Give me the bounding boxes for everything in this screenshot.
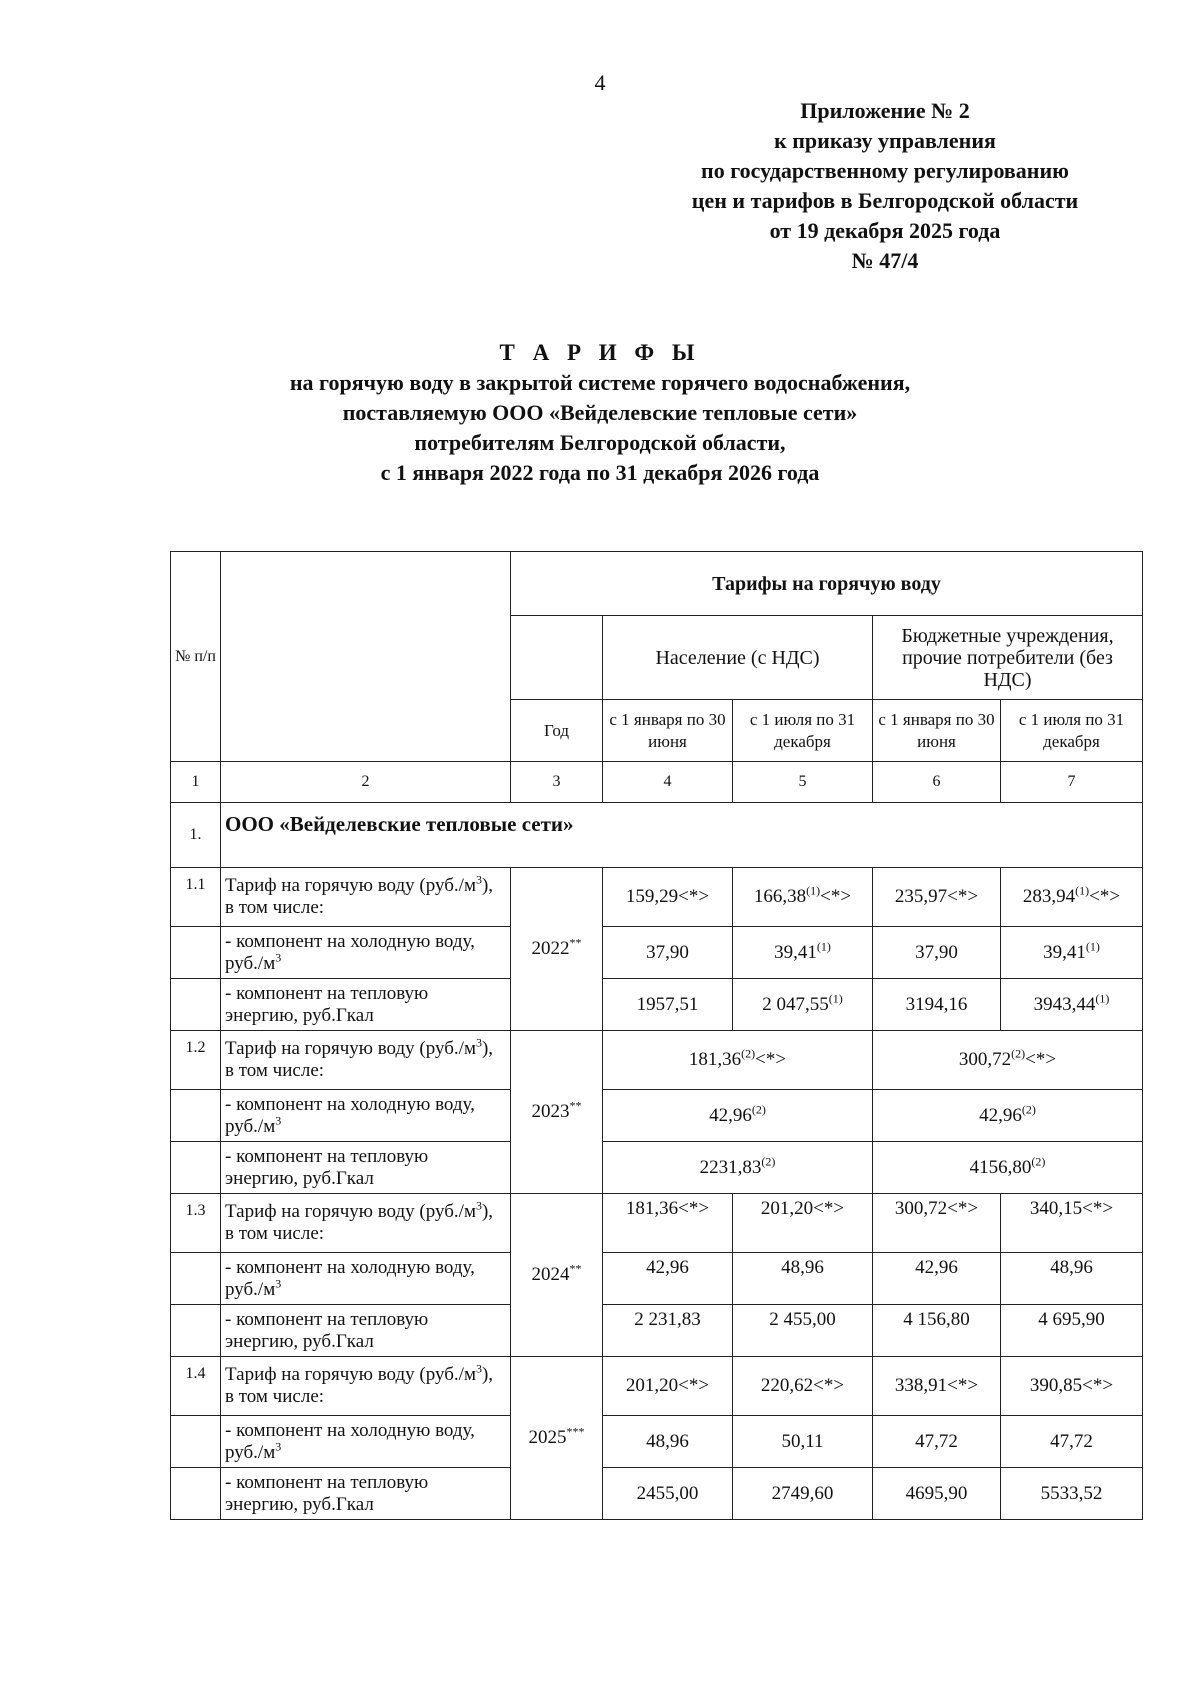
value-cell: 2749,60 bbox=[733, 1468, 873, 1520]
header-budget: Бюджетные учреждения, прочие потребители (без НДС) bbox=[873, 616, 1143, 700]
value-cell: $181,36^{(2)}<*>$ bbox=[603, 1031, 873, 1090]
title-main: Т А Р И Ф Ы bbox=[499, 340, 701, 365]
value-cell: 37,90 bbox=[873, 927, 1001, 979]
header-num: № п/п bbox=[171, 552, 221, 762]
title-line: потребителям Белгородской области, bbox=[414, 430, 786, 455]
header-population: Население (с НДС) bbox=[603, 616, 873, 700]
row-num bbox=[171, 927, 221, 979]
value-cell: 47,72 bbox=[1001, 1416, 1143, 1468]
appendix-line: Приложение № 2 bbox=[800, 98, 970, 123]
row-num bbox=[171, 1090, 221, 1142]
table-row bbox=[171, 1031, 1143, 1090]
table-row bbox=[171, 979, 1143, 1031]
value-cell: 39,41$^{(1)}$ bbox=[1001, 927, 1143, 979]
column-index: 3 bbox=[511, 762, 603, 803]
value-cell: 201,20<*> bbox=[603, 1357, 733, 1416]
table-row bbox=[171, 1357, 1143, 1416]
value-cell: 42,96$^{(2)}$ bbox=[873, 1090, 1143, 1142]
value-cell: 2455,00 bbox=[603, 1468, 733, 1520]
column-index: 4 bbox=[603, 762, 733, 803]
document-title bbox=[200, 338, 1000, 488]
row-label: - компонент на тепловую энергию, руб.Гкал bbox=[221, 979, 511, 1031]
value-cell: 48,96 bbox=[603, 1416, 733, 1468]
value-cell: 39,41$^{(1)}$ bbox=[733, 927, 873, 979]
header-period: с 1 января по 30 июня bbox=[603, 700, 733, 762]
header-period: с 1 июля по 31 декабря bbox=[733, 700, 873, 762]
appendix-line: по государственному регулированию bbox=[701, 158, 1069, 183]
year-cell: 2024** bbox=[511, 1194, 603, 1357]
row-label: - компонент на холодную воду, $руб./м^3$ bbox=[221, 1416, 511, 1468]
table-row bbox=[171, 927, 1143, 979]
appendix-header bbox=[640, 96, 1130, 276]
header-period: с 1 июля по 31 декабря bbox=[1001, 700, 1143, 762]
table-row bbox=[171, 868, 1143, 927]
value-cell: $166,38^{(1)}<*>$ bbox=[733, 868, 873, 927]
value-cell: 338,91<*> bbox=[873, 1357, 1001, 1416]
value-cell: 3943,44$^{(1)}$ bbox=[1001, 979, 1143, 1031]
table-row bbox=[171, 1142, 1143, 1194]
value-cell: 4695,90 bbox=[873, 1468, 1001, 1520]
row-num: 1.2 bbox=[171, 1031, 221, 1090]
value-cell: 42,96 bbox=[873, 1253, 1001, 1305]
value-cell: 390,85<*> bbox=[1001, 1357, 1143, 1416]
table-row bbox=[171, 1416, 1143, 1468]
table-row bbox=[171, 1468, 1143, 1520]
header-year: Год bbox=[511, 700, 603, 762]
row-num: 1.4 bbox=[171, 1357, 221, 1416]
row-label: - компонент на тепловую энергию, руб.Гкал bbox=[221, 1305, 511, 1357]
value-cell: 5533,52 bbox=[1001, 1468, 1143, 1520]
org-name: ООО «Вейделевские тепловые сети» bbox=[221, 803, 1143, 868]
org-num: 1. bbox=[171, 803, 221, 868]
value-cell: 4 156,80 bbox=[873, 1305, 1001, 1357]
row-label: Тариф на горячую воду $(руб./м^3)$, в том числе: bbox=[221, 868, 511, 927]
column-index: 7 bbox=[1001, 762, 1143, 803]
value-cell: 159,29<*> bbox=[603, 868, 733, 927]
value-cell: 47,72 bbox=[873, 1416, 1001, 1468]
value-cell: 340,15<*> bbox=[1001, 1194, 1143, 1253]
row-num bbox=[171, 1142, 221, 1194]
value-cell: 37,90 bbox=[603, 927, 733, 979]
tariffs-table bbox=[170, 551, 1143, 1520]
appendix-line: к приказу управления bbox=[774, 128, 996, 153]
value-cell: 42,96 bbox=[603, 1253, 733, 1305]
value-cell: 48,96 bbox=[1001, 1253, 1143, 1305]
row-num bbox=[171, 1416, 221, 1468]
value-cell: 4156,80$^{(2)}$ bbox=[873, 1142, 1143, 1194]
header-tariffs: Тарифы на горячую воду bbox=[511, 552, 1143, 616]
year-cell: 2025*** bbox=[511, 1357, 603, 1520]
column-index: 5 bbox=[733, 762, 873, 803]
row-label: - компонент на холодную воду, $руб./м^3$ bbox=[221, 1090, 511, 1142]
year-cell: 2023** bbox=[511, 1031, 603, 1194]
row-label: Тариф на горячую воду $(руб./м^3)$, в том числе: bbox=[221, 1031, 511, 1090]
value-cell: 50,11 bbox=[733, 1416, 873, 1468]
row-num bbox=[171, 979, 221, 1031]
value-cell: 4 695,90 bbox=[1001, 1305, 1143, 1357]
row-label: Тариф на горячую воду $(руб./м^3)$, в том числе: bbox=[221, 1357, 511, 1416]
year-cell: 2022** bbox=[511, 868, 603, 1031]
row-num bbox=[171, 1468, 221, 1520]
value-cell: 235,97<*> bbox=[873, 868, 1001, 927]
value-cell: 300,72<*> bbox=[873, 1194, 1001, 1253]
column-index: 2 bbox=[221, 762, 511, 803]
row-num: 1.1 bbox=[171, 868, 221, 927]
value-cell: $283,94^{(1)}<*>$ bbox=[1001, 868, 1143, 927]
table-row bbox=[171, 1194, 1143, 1253]
row-num bbox=[171, 1253, 221, 1305]
table-row bbox=[171, 1090, 1143, 1142]
table-row bbox=[171, 1253, 1143, 1305]
row-label: - компонент на холодную воду, $руб./м^3$ bbox=[221, 927, 511, 979]
header-empty bbox=[221, 552, 511, 762]
column-index: 6 bbox=[873, 762, 1001, 803]
row-label: - компонент на тепловую энергию, руб.Гкал bbox=[221, 1142, 511, 1194]
title-line: с 1 января 2022 года по 31 декабря 2026 года bbox=[380, 460, 820, 485]
value-cell: 2 231,83 bbox=[603, 1305, 733, 1357]
value-cell: 2 047,55$^{(1)}$ bbox=[733, 979, 873, 1031]
value-cell: 220,62<*> bbox=[733, 1357, 873, 1416]
row-num bbox=[171, 1305, 221, 1357]
value-cell: $300,72^{(2)}<*>$ bbox=[873, 1031, 1143, 1090]
value-cell: 2231,83$^{(2)}$ bbox=[603, 1142, 873, 1194]
value-cell: 42,96$^{(2)}$ bbox=[603, 1090, 873, 1142]
title-line: поставляемую ООО «Вейделевские тепловые сети» bbox=[342, 400, 858, 425]
value-cell: 201,20<*> bbox=[733, 1194, 873, 1253]
row-label: - компонент на тепловую энергию, руб.Гкал bbox=[221, 1468, 511, 1520]
value-cell: 3194,16 bbox=[873, 979, 1001, 1031]
value-cell: 181,36<*> bbox=[603, 1194, 733, 1253]
value-cell: 1957,51 bbox=[603, 979, 733, 1031]
row-num: 1.3 bbox=[171, 1194, 221, 1253]
appendix-line: от 19 декабря 2025 года bbox=[769, 218, 1001, 243]
column-index: 1 bbox=[171, 762, 221, 803]
value-cell: 2 455,00 bbox=[733, 1305, 873, 1357]
title-line: на горячую воду в закрытой системе горячего водоснабжения, bbox=[289, 370, 911, 395]
appendix-line: № 47/4 bbox=[851, 248, 919, 273]
page-number: 4 bbox=[594, 70, 606, 95]
row-label: - компонент на холодную воду, $руб./м^3$ bbox=[221, 1253, 511, 1305]
appendix-line: цен и тарифов в Белгородской области bbox=[691, 188, 1079, 213]
header-blank bbox=[511, 616, 603, 700]
header-period: с 1 января по 30 июня bbox=[873, 700, 1001, 762]
value-cell: 48,96 bbox=[733, 1253, 873, 1305]
row-label: Тариф на горячую воду $(руб./м^3)$, в том числе: bbox=[221, 1194, 511, 1253]
table-row bbox=[171, 1305, 1143, 1357]
